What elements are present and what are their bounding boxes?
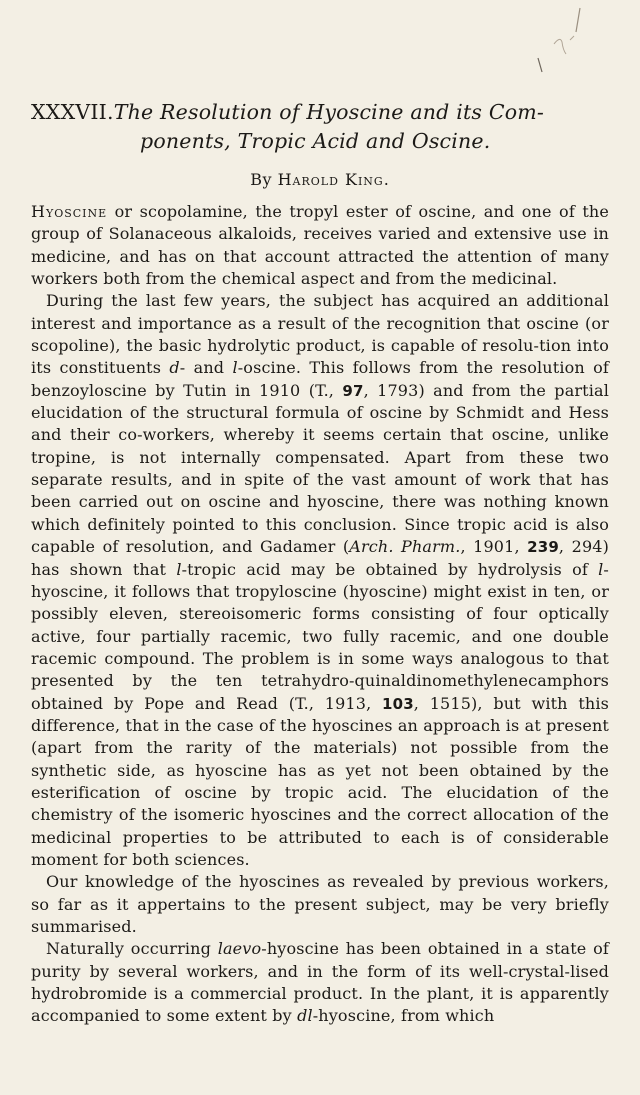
p2-text: During the last few years, the subject has acquired an additional interest and importance as a result of the recognition that oscine (or scopoline), the basic hydrolytic product, is capable of resolu-tion into its constituents: [31, 291, 609, 378]
p2-text: , 1793) and from the partial elucidation of the structural formula of oscine by Schmidt and Hess and their co-workers, whereby it seems certain that oscine, unlike tropine, is not internally compensated. Apart from these two separate results, and in spite of the vast amount of work that has been carried out on oscine and hyoscine, there was nothing known which definitely pointed to this conclusion. Since tropic acid is also capable of resolution, and Gadamer (: [31, 380, 609, 557]
lead-word: Hyoscine: [31, 202, 108, 221]
paragraph-2: [31, 290, 609, 871]
p2-italic: l: [598, 559, 604, 579]
paragraph-3: [31, 871, 609, 938]
p4-italic: dl: [297, 1006, 313, 1026]
author-name: Harold King.: [277, 170, 390, 189]
byline-by: By: [250, 170, 272, 189]
p2-italic: l: [232, 358, 238, 378]
p2-text: , 1515), but with this difference, that in the case of the hyoscines an approach is at present (apart from the rarity of the materials) not possible from the synthetic side, as hyoscine has as yet not been obtained by the esterification of oscine by tropic acid. The elucidation of the chemistry of the isomeric hyoscines and the correct allocation of the medicinal properties to be attributed to each is of considerable moment for both sciences.: [31, 693, 609, 869]
title-line-1: The Resolution of Hyoscine and its Com-: [113, 100, 545, 124]
paragraph-4: [31, 938, 609, 1027]
volume-number: 97: [342, 381, 364, 400]
p2-text: -tropic acid may be obtained by hydrolysis of: [181, 559, 599, 579]
article-number: XXXVII.: [31, 100, 114, 124]
volume-number: 239: [527, 538, 559, 557]
p2-text: -oscine. This follows from the resolution of benzoyloscine by Tutin in 1910 (T.,: [31, 358, 609, 400]
p2-text: , 1901,: [460, 537, 528, 557]
paragraph-1: [31, 201, 609, 290]
paragraph-3-text: Our knowledge of the hyoscines as revealed by previous workers, so far as it appertains to the present subject, may be very briefly summarised.: [31, 872, 609, 936]
byline: [31, 170, 609, 189]
volume-number: 103: [382, 694, 414, 713]
paragraph-1-text: or scopolamine, the tropyl ester of oscine, and one of the group of Solanaceous alkaloids, receives varied and extensive use in medicine, and has on that account attracted the attention of many workers both from the chemical aspect and from the medicinal.: [31, 202, 609, 289]
margin-pencil-marks: [536, 0, 606, 80]
p2-text: -hyoscine, it follows that tropyloscine (hyoscine) might exist in ten, or possibly eleven, stereoisomeric forms consisting of four optically active, four partially racemic, two fully racemic, and one double racemic compound. The problem is in some ways analogous to that presented by the ten tetrahydro-quinaldinomethylenecamphors obtained by Pope and Read (T., 1913,: [31, 559, 609, 713]
article-title: [31, 98, 609, 156]
p4-text: Naturally occurring: [46, 939, 218, 959]
p2-text: , 294) has shown that: [31, 537, 609, 579]
journal-name: Arch. Pharm.: [349, 537, 461, 557]
title-line-2: ponents, Tropic Acid and Oscine.: [140, 129, 491, 153]
article-body: [31, 201, 609, 1028]
p4-text: -hyoscine has been obtained in a state of purity by several workers, and in the form of its well-crystal-lised hydrobromide is a commercial product. In the plant, it is apparently accompanied to some extent by: [31, 939, 609, 1026]
p4-italic: laevo: [217, 939, 262, 959]
p2-text: - and: [179, 358, 233, 378]
p4-text: -hyoscine, from which: [312, 1006, 495, 1026]
p2-italic: d: [169, 358, 180, 378]
p2-italic: l: [176, 559, 182, 579]
